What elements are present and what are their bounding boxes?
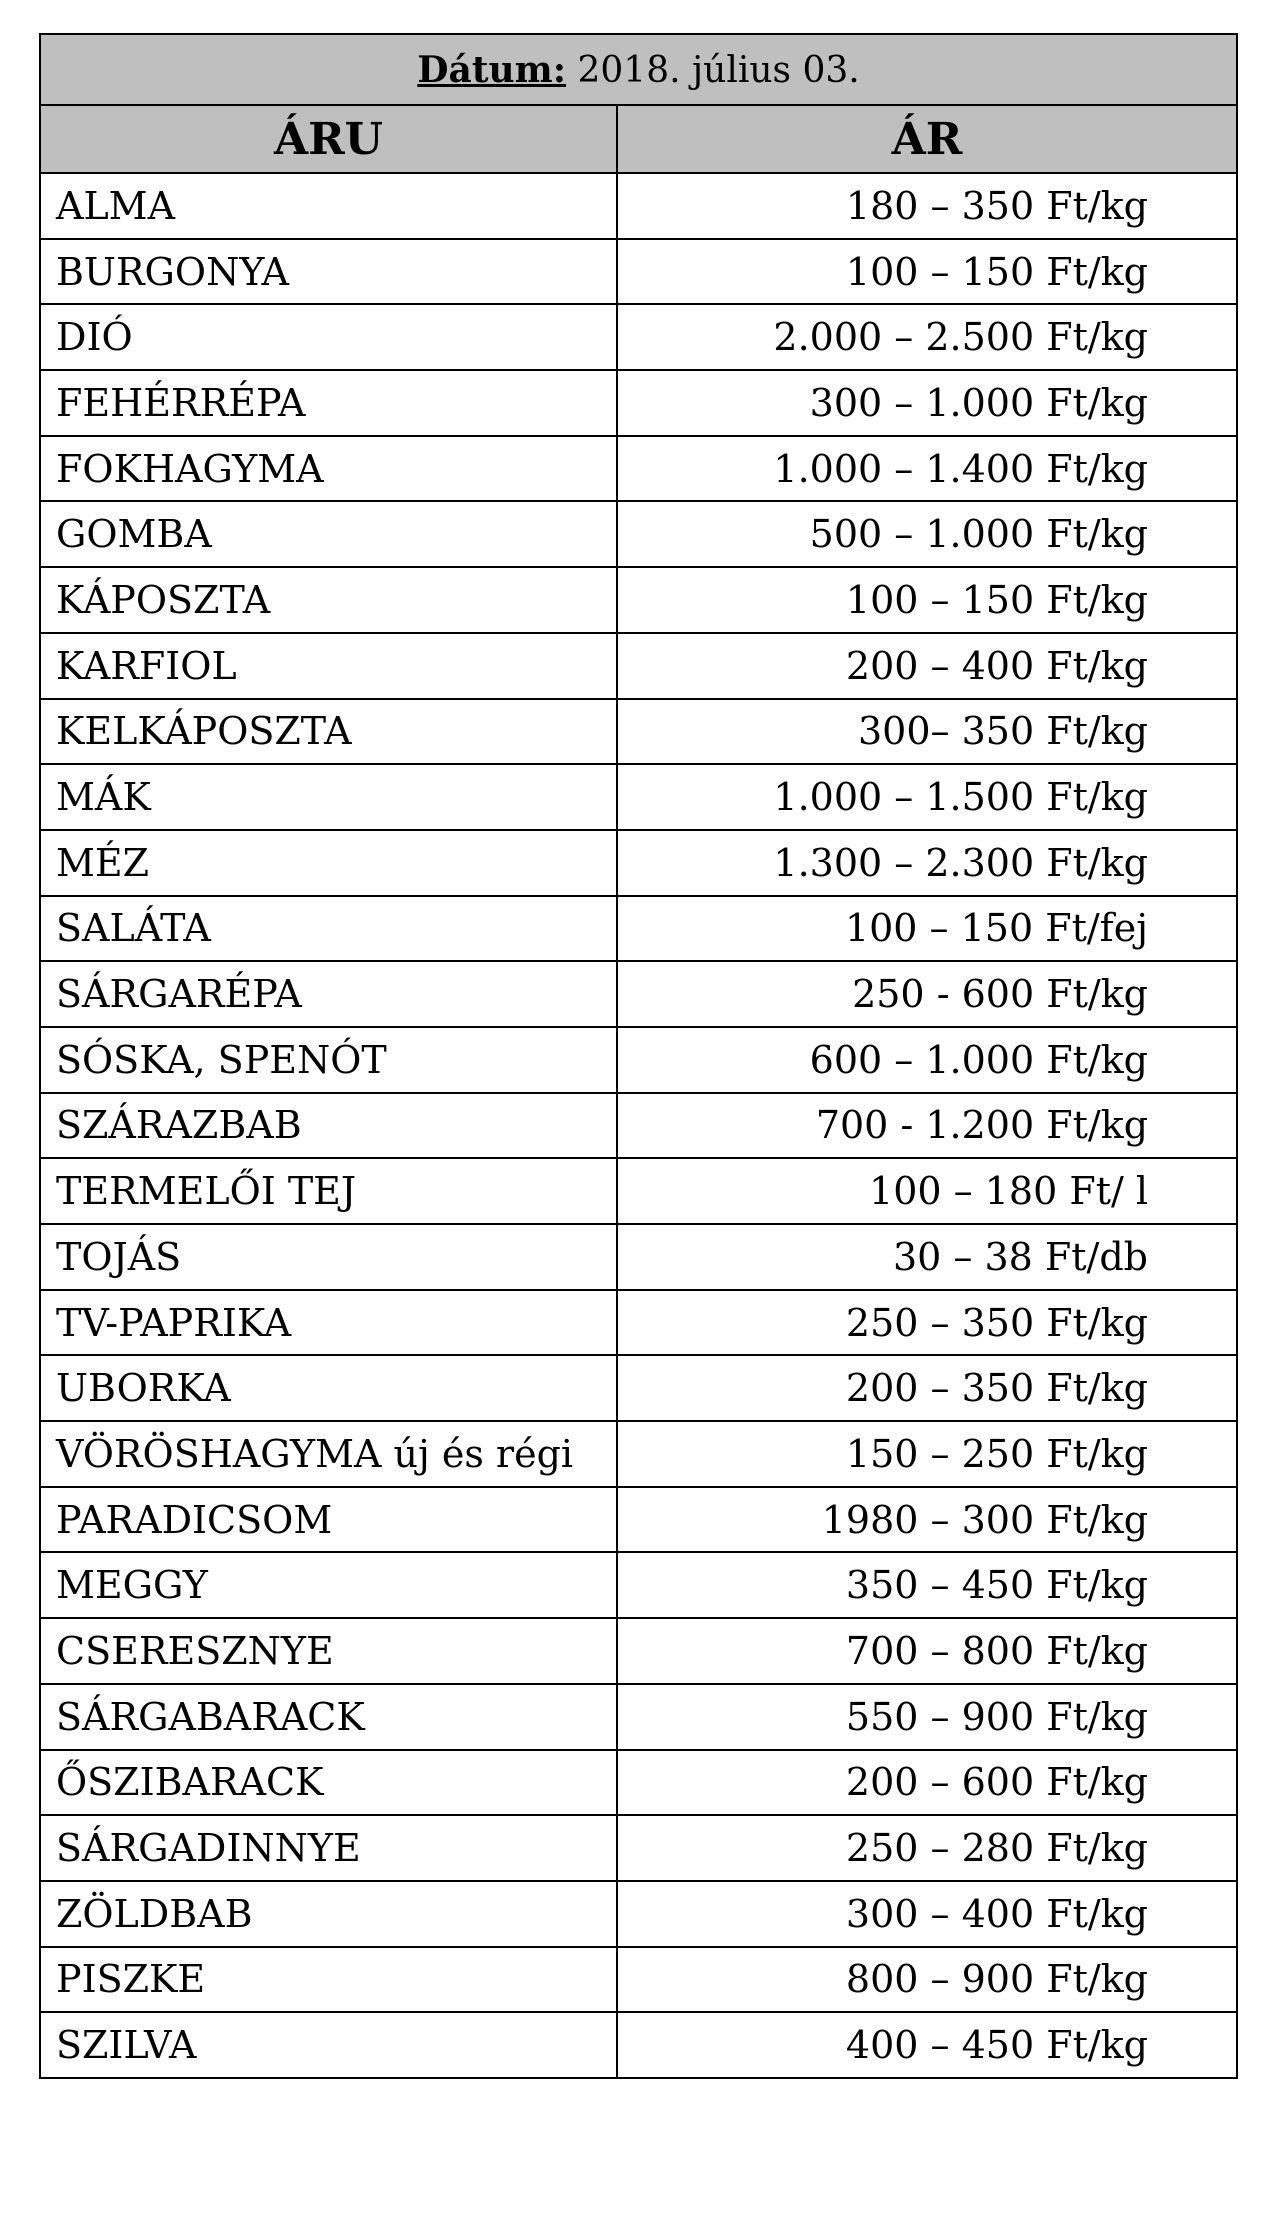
price-cell: 250 – 280 Ft/kg [617, 1815, 1237, 1881]
item-cell: MÁK [40, 764, 617, 830]
table-row [40, 1290, 1237, 1356]
item-cell: SÁRGARÉPA [40, 961, 617, 1027]
item-cell: UBORKA [40, 1355, 617, 1421]
table-row [40, 173, 1237, 239]
table-row [40, 1224, 1237, 1290]
item-cell: SÁRGADINNYE [40, 1815, 617, 1881]
item-cell: TERMELŐI TEJ [40, 1158, 617, 1224]
table-row [40, 1881, 1237, 1947]
table-row [40, 1618, 1237, 1684]
table-row [40, 961, 1237, 1027]
price-cell: 100 – 150 Ft/kg [617, 239, 1237, 305]
item-cell: SZILVA [40, 2012, 617, 2078]
table-row [40, 633, 1237, 699]
item-cell: FEHÉRRÉPA [40, 370, 617, 436]
price-cell: 180 – 350 Ft/kg [617, 173, 1237, 239]
table-row [40, 1421, 1237, 1487]
table-row [40, 1027, 1237, 1093]
item-cell: FOKHAGYMA [40, 436, 617, 502]
item-cell: DIÓ [40, 304, 617, 370]
date-row [40, 34, 1237, 105]
price-cell: 150 – 250 Ft/kg [617, 1421, 1237, 1487]
price-cell: 250 – 350 Ft/kg [617, 1290, 1237, 1356]
item-cell: KARFIOL [40, 633, 617, 699]
item-cell: VÖRÖSHAGYMA új és régi [40, 1421, 617, 1487]
item-cell: KÁPOSZTA [40, 567, 617, 633]
table-row [40, 1947, 1237, 2013]
price-cell: 250 - 600 Ft/kg [617, 961, 1237, 1027]
table-body [40, 173, 1237, 2078]
column-header-price: ÁR [617, 105, 1237, 173]
table-row [40, 1355, 1237, 1421]
column-header-row [40, 105, 1237, 173]
table-row [40, 896, 1237, 962]
item-cell: TOJÁS [40, 1224, 617, 1290]
date-value: 2018. július 03. [577, 49, 860, 91]
price-cell: 300 – 400 Ft/kg [617, 1881, 1237, 1947]
item-cell: CSERESZNYE [40, 1618, 617, 1684]
table-row [40, 1750, 1237, 1816]
table-row [40, 1093, 1237, 1159]
price-cell: 700 - 1.200 Ft/kg [617, 1093, 1237, 1159]
price-cell: 1.300 – 2.300 Ft/kg [617, 830, 1237, 896]
date-cell [40, 34, 1237, 105]
item-cell: TV-PAPRIKA [40, 1290, 617, 1356]
price-cell: 500 – 1.000 Ft/kg [617, 501, 1237, 567]
price-cell: 200 – 350 Ft/kg [617, 1355, 1237, 1421]
item-cell: ALMA [40, 173, 617, 239]
table-row [40, 1552, 1237, 1618]
table-row [40, 239, 1237, 305]
table-row [40, 436, 1237, 502]
item-cell: BURGONYA [40, 239, 617, 305]
price-cell: 30 – 38 Ft/db [617, 1224, 1237, 1290]
table-row [40, 1684, 1237, 1750]
item-cell: SÁRGABARACK [40, 1684, 617, 1750]
price-cell: 600 – 1.000 Ft/kg [617, 1027, 1237, 1093]
column-header-item: ÁRU [40, 105, 617, 173]
table-row [40, 764, 1237, 830]
table-row [40, 567, 1237, 633]
item-cell: PISZKE [40, 1947, 617, 2013]
price-cell: 200 – 400 Ft/kg [617, 633, 1237, 699]
table-row [40, 699, 1237, 765]
price-cell: 200 – 600 Ft/kg [617, 1750, 1237, 1816]
table-row [40, 1487, 1237, 1553]
price-cell: 700 – 800 Ft/kg [617, 1618, 1237, 1684]
price-cell: 300 – 1.000 Ft/kg [617, 370, 1237, 436]
price-table [39, 33, 1238, 2079]
item-cell: ŐSZIBARACK [40, 1750, 617, 1816]
price-cell: 400 – 450 Ft/kg [617, 2012, 1237, 2078]
price-cell: 100 – 180 Ft/ l [617, 1158, 1237, 1224]
item-cell: ZÖLDBAB [40, 1881, 617, 1947]
table-row [40, 304, 1237, 370]
table-row [40, 501, 1237, 567]
table-row [40, 1158, 1237, 1224]
price-cell: 350 – 450 Ft/kg [617, 1552, 1237, 1618]
table-row [40, 1815, 1237, 1881]
item-cell: SALÁTA [40, 896, 617, 962]
date-label: Dátum: [417, 48, 567, 91]
item-cell: PARADICSOM [40, 1487, 617, 1553]
price-cell: 2.000 – 2.500 Ft/kg [617, 304, 1237, 370]
item-cell: SZÁRAZBAB [40, 1093, 617, 1159]
price-cell: 300– 350 Ft/kg [617, 699, 1237, 765]
item-cell: SÓSKA, SPENÓT [40, 1027, 617, 1093]
price-cell: 1.000 – 1.400 Ft/kg [617, 436, 1237, 502]
price-cell: 100 – 150 Ft/kg [617, 567, 1237, 633]
price-cell: 1980 – 300 Ft/kg [617, 1487, 1237, 1553]
price-cell: 800 – 900 Ft/kg [617, 1947, 1237, 2013]
item-cell: MEGGY [40, 1552, 617, 1618]
table-row [40, 370, 1237, 436]
item-cell: GOMBA [40, 501, 617, 567]
item-cell: MÉZ [40, 830, 617, 896]
table-row [40, 2012, 1237, 2078]
price-cell: 100 – 150 Ft/fej [617, 896, 1237, 962]
table-row [40, 830, 1237, 896]
item-cell: KELKÁPOSZTA [40, 699, 617, 765]
price-cell: 1.000 – 1.500 Ft/kg [617, 764, 1237, 830]
price-cell: 550 – 900 Ft/kg [617, 1684, 1237, 1750]
